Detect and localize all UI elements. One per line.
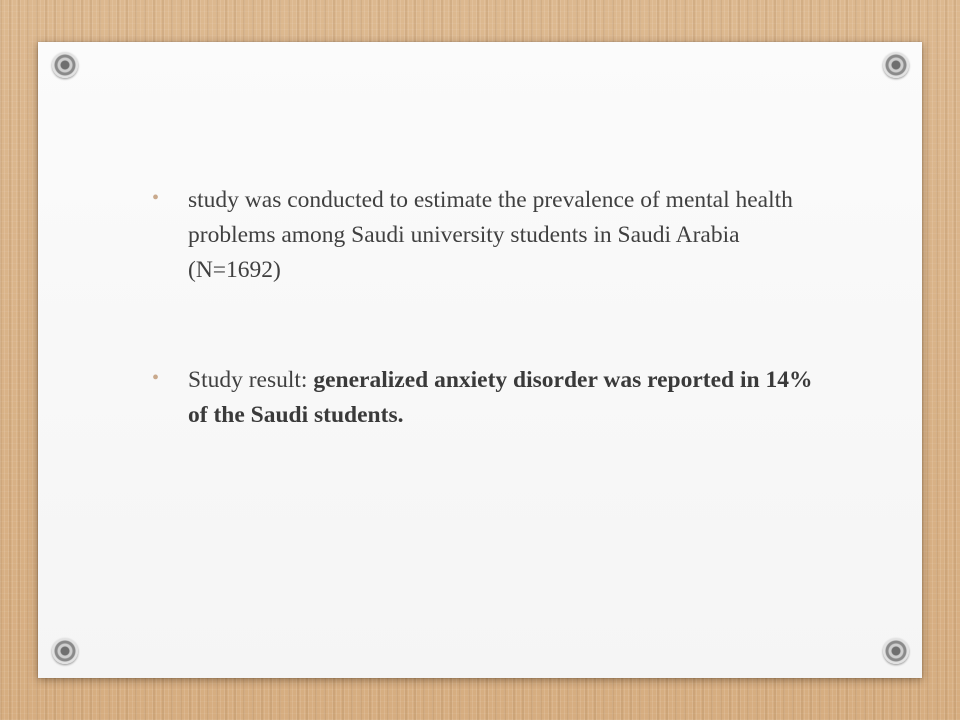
bullet-bold-text: generalized anxiety disorder was reported in 14% of the Saudi students. <box>188 367 813 428</box>
bullet-dot-icon: • <box>152 367 160 389</box>
pin-icon-bottom-right <box>883 638 909 664</box>
bullet-prefix: Study result: <box>188 367 314 393</box>
pin-icon-top-right <box>883 52 909 78</box>
bullet-item-result <box>152 363 828 433</box>
slide-card <box>38 42 922 678</box>
pin-icon-top-left <box>52 52 78 78</box>
bullet-text: study was conducted to estimate the prevalence of mental health problems among Saudi university students in Saudi Arabia (N=1692) <box>188 187 793 283</box>
bullet-item-study <box>152 183 828 288</box>
pin-icon-bottom-left <box>52 638 78 664</box>
bullet-dot-icon: • <box>152 187 160 209</box>
